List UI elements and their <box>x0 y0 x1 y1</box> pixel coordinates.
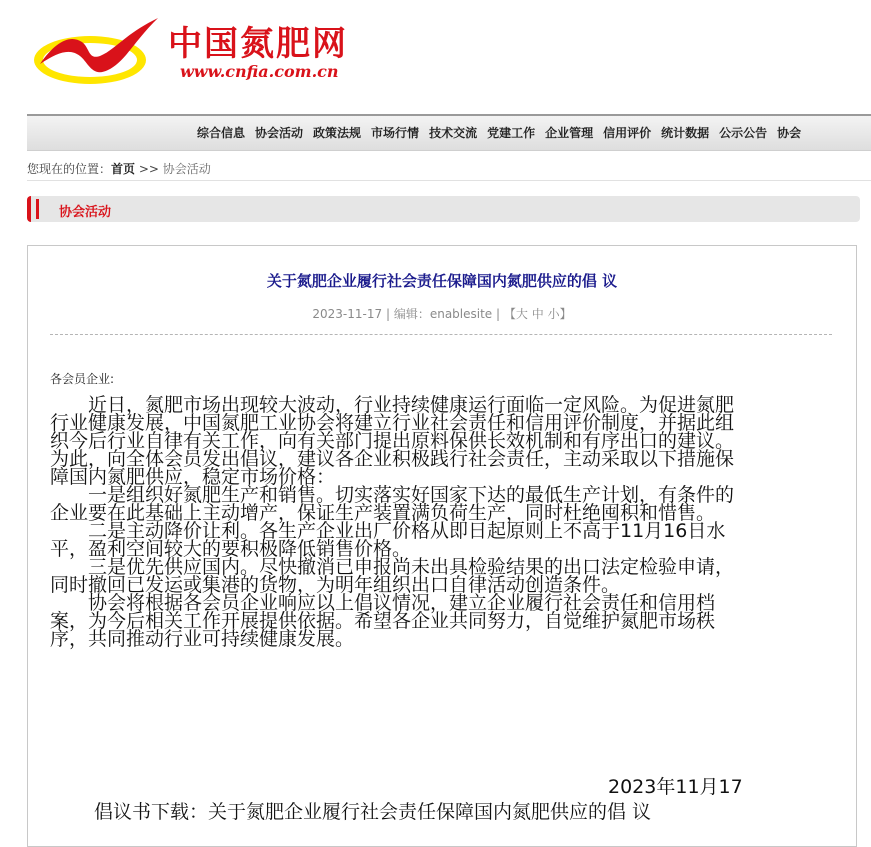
article-paragraph: 三是优先供应国内。尽快撤消已申报尚未出具检验结果的出口法定检验申请，同时撤回已发运或集港的货物，为明年组织出口自律活动创造条件。 <box>50 556 735 596</box>
nav-item-association-activities[interactable]: 协会活动 <box>255 126 304 140</box>
article-paragraph: 二是主动降价让利。各生产企业出厂价格从即日起原则上不高于11月16日水平，盈利空间较大的要积极降低销售价格。 <box>50 520 726 560</box>
nav-item-party[interactable]: 党建工作 <box>487 126 536 140</box>
nav-item-market[interactable]: 市场行情 <box>371 126 420 140</box>
main-nav <box>27 114 871 151</box>
salutation: 各会员企业: <box>50 372 115 386</box>
sign-date: 2023年11月17 <box>608 776 743 798</box>
section-marker <box>36 199 39 219</box>
font-size-small-button[interactable]: 小 <box>547 307 560 321</box>
nav-item-policy[interactable]: 政策法规 <box>313 126 362 140</box>
breadcrumb-home-link[interactable]: 首页 <box>111 162 136 176</box>
article-paragraph: 近日，氮肥市场出现较大波动，行业持续健康运行面临一定风险。为促进氮肥行业健康发展，中国氮肥工业协会将建立行业社会责任和信用评价制度，并据此组织今后行业自律有关工作，向有关部门提出原料保供长效机制和有序出口的建议。为此，向全体会员发出倡议，建议各企业积极践行社会责任，主动采取以下措施保障国内氮肥供应，稳定市场价格： <box>50 394 735 488</box>
nav-list <box>192 125 806 141</box>
site-name[interactable]: 中国氮肥网 <box>168 24 348 64</box>
nav-item-credit[interactable]: 信用评价 <box>603 126 652 140</box>
nav-item-general-info[interactable]: 综合信息 <box>197 126 246 140</box>
meta-divider: | <box>385 307 394 321</box>
breadcrumb-prefix: 您现在的位置： <box>27 162 112 176</box>
site-header <box>0 0 871 112</box>
breadcrumb-separator: >> <box>138 162 159 176</box>
nav-item-management[interactable]: 企业管理 <box>545 126 594 140</box>
article-title: 关于氮肥企业履行社会责任保障国内氮肥供应的倡 议 <box>266 272 618 290</box>
breadcrumb-current: 协会活动 <box>162 162 211 176</box>
article-editor: enablesite <box>429 307 493 321</box>
font-size-medium-button[interactable]: 中 <box>531 307 544 321</box>
font-size-bracket-close: 】 <box>559 307 572 321</box>
font-size-large-button[interactable]: 大 <box>515 307 528 321</box>
article-body <box>50 396 750 648</box>
breadcrumb <box>27 158 871 181</box>
site-url[interactable]: www.cnfia.com.cn <box>180 62 339 81</box>
article-editor-label: 编辑： <box>393 307 430 321</box>
meta-divider: | <box>496 307 504 321</box>
article-date: 2023-11-17 <box>312 307 383 321</box>
section-title-bar <box>27 196 860 222</box>
nav-item-association[interactable]: 协会 <box>777 126 802 140</box>
nav-item-tech[interactable]: 技术交流 <box>429 126 478 140</box>
download-link[interactable]: 关于氮肥企业履行社会责任保障国内氮肥供应的倡 议 <box>208 801 652 823</box>
download-line <box>94 797 651 824</box>
article-paragraph: 一是组织好氮肥生产和销售。切实落实好国家下达的最低生产计划，有条件的企业要在此基础上主动增产，保证生产装置满负荷生产，同时杜绝囤积和惜售。 <box>50 484 735 524</box>
nav-item-statistics[interactable]: 统计数据 <box>661 126 710 140</box>
article-paragraph: 协会将根据各会员企业响应以上倡议情况，建立企业履行社会责任和信用档案，为今后相关工作开展提供依据。希望各企业共同努力，自觉维护氮肥市场秩序，共同推动行业可持续健康发展。 <box>50 592 716 650</box>
nav-item-notices[interactable]: 公示公告 <box>719 126 768 140</box>
download-prefix: 倡议书下载： <box>94 801 209 823</box>
section-title: 协会活动 <box>59 205 112 220</box>
article-meta <box>28 305 856 322</box>
divider <box>50 334 832 335</box>
site-logo-icon[interactable] <box>30 12 165 87</box>
article-box <box>27 245 857 847</box>
font-size-bracket-open: 【 <box>503 307 516 321</box>
